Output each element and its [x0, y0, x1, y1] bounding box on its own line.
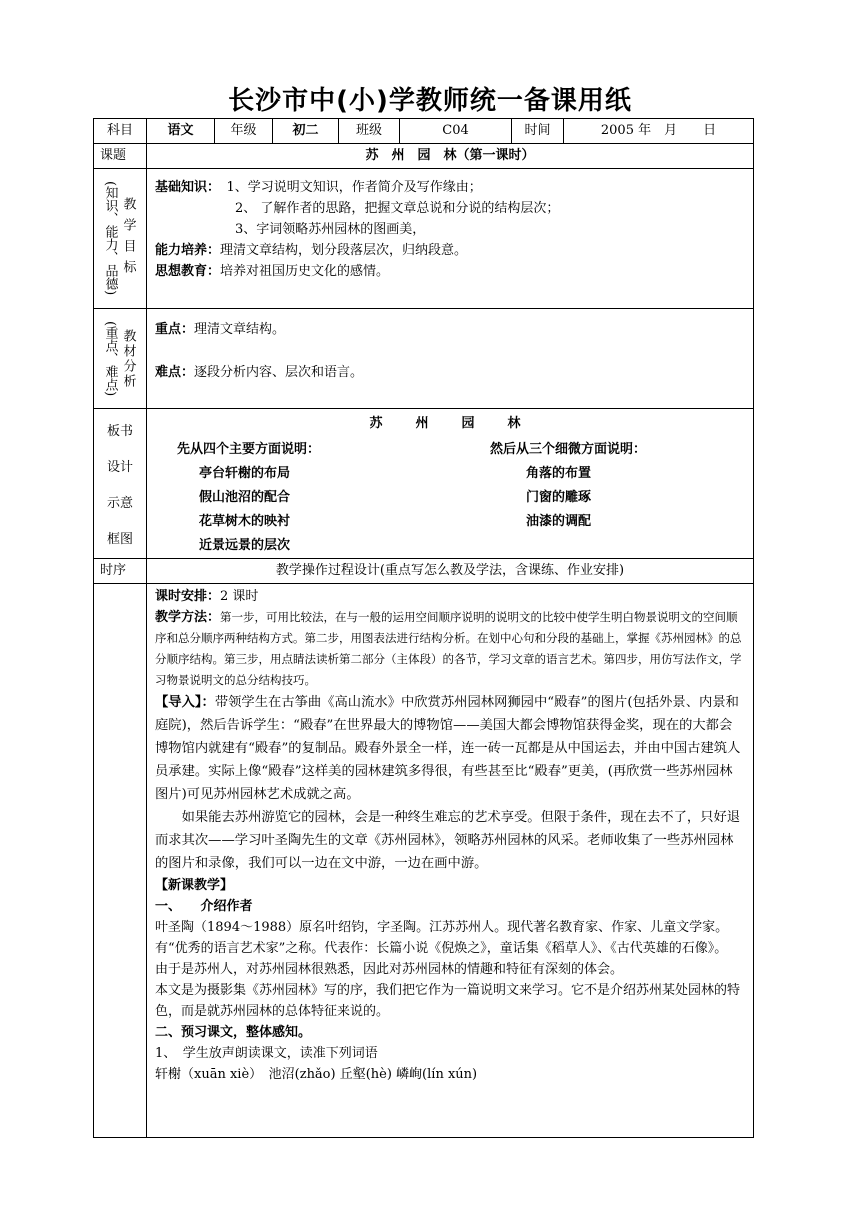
process-heading: 教学操作过程设计(重点写怎么教及学法，含课练、作业安排): [147, 559, 754, 584]
difficulty-label: 难点：: [155, 365, 195, 380]
objectives-row: [94, 169, 754, 309]
method-label: 教学方法：: [155, 610, 221, 625]
difficulty-text: 逐段分析内容、层次和语言。: [194, 365, 364, 380]
section-1-title: 一、 介绍作者: [155, 899, 253, 914]
process-label: 时序: [94, 559, 147, 584]
intro-label: 【导入】：: [155, 695, 215, 710]
board-left-head: 先从四个主要方面说明：: [177, 442, 321, 457]
board-label-line-2: 示意: [106, 495, 133, 511]
header-row: [94, 119, 754, 144]
board-label-line-1: 设计: [106, 459, 133, 475]
board-title: 苏 州 园 林: [369, 416, 531, 431]
board-left-item: 亭台轩榭的布局: [199, 466, 291, 481]
topic-value: 苏 州 园 林（第一课时）: [147, 144, 754, 169]
board-label-line-3: 框图: [106, 531, 133, 547]
hours-label: 课时安排：: [155, 589, 221, 604]
class-label: 班级: [339, 119, 400, 144]
board-right-head: 然后从三个细微方面说明：: [490, 442, 647, 457]
section-2-title: 二、预习课文，整体感知。: [155, 1025, 312, 1040]
section-1-paragraph-1: 叶圣陶（1894～1988）原名叶绍钧，字圣陶。江苏苏州人。现代著名教育家、作家、儿童文学家。有“优秀的语言艺术家”之称。代表作：长篇小说《倪焕之》，童话集《稻草人》、《古代英雄的石像》。: [155, 920, 729, 956]
topic-row: [94, 144, 754, 169]
section-2-item-1: 1、 学生放声朗读课文，读准下列词语: [155, 1046, 378, 1061]
objective-key-0: 基础知识：: [155, 180, 214, 195]
board-right-item: 门窗的雕琢: [526, 490, 592, 505]
process-time-cell: [94, 584, 147, 1138]
time-value: 2005 年 月 日: [564, 119, 754, 144]
lesson-plan-table: [93, 118, 754, 1138]
board-left-item: 近景远景的层次: [199, 538, 291, 553]
hours-value: 2 课时: [220, 589, 259, 604]
section-1-paragraph-3: 本文是为摄影集《苏州园林》写的序，我们把它作为一篇说明文来学习。它不是介绍苏州某处园林的特色，而是就苏州园林的总体特征来说的。: [155, 983, 741, 1019]
board-content: [147, 409, 754, 559]
objectives-content: [147, 169, 754, 309]
class-value: C04: [400, 119, 512, 144]
board-left-column: [147, 438, 450, 558]
objective-text-3: 理清文章结构，划分段落层次，归纳段意。: [220, 243, 468, 258]
analysis-row: [94, 309, 754, 409]
time-label: 时间: [512, 119, 564, 144]
topic-label: 课题: [94, 144, 147, 169]
analysis-label-main: 教材分析: [120, 328, 136, 389]
process-body-row: [94, 584, 754, 1138]
process-heading-row: [94, 559, 754, 584]
objective-text-0: 1、学习说明文知识，作者简介及写作缘由；: [226, 180, 482, 195]
intro-paragraph-2: 如果能去苏州游览它的园林，会是一种终生难忘的艺术享受。但限于条件，现在去不了，只好退而求其次——学习叶圣陶先生的文章《苏州园林》，领略苏州园林的风采。老师收集了一些苏州园林的图片和录像，我们可以一边在文中游，一边在画中游。: [155, 810, 741, 871]
section-2-words: 轩榭（xuān xiè） 池沼(zhǎo) 丘壑(hè) 嶙峋(lín xún): [155, 1067, 478, 1082]
process-content: [147, 584, 754, 1138]
intro-text: 带领学生在古筝曲《高山流水》中欣赏苏州园林网狮园中“殿春”的图片(包括外景、内景和庭院)，然后告诉学生：“殿春”在世界最大的博物馆——美国大都会博物馆获得金奖，现在的大都会博物馆内就建有“殿春”的复制品。殿春外景全一样，连一砖一瓦都是从中国运去，并由中国古建筑人员承建。实际上像“殿春”这样美的园林建筑多得很，有些甚至比“殿春”更美，(再欣赏一些苏州园林图片)可见苏州园林艺术成就之高。: [155, 695, 741, 802]
objectives-label: [94, 169, 147, 309]
board-row: [94, 409, 754, 559]
grade-value: 初二: [273, 119, 339, 144]
new-lesson-heading: 【新课教学】: [155, 878, 234, 893]
board-left-item: 花草树木的映衬: [199, 514, 291, 529]
key-point-label: 重点：: [155, 322, 195, 337]
board-right-item: 油漆的调配: [526, 514, 592, 529]
key-point-text: 理清文章结构。: [194, 322, 286, 337]
objective-text-4: 培养对祖国历史文化的感情。: [220, 264, 390, 279]
board-left-item: 假山池沼的配合: [199, 490, 291, 505]
section-1-paragraph-2: 由于是苏州人，对苏州园林很熟悉，因此对苏州园林的情趣和特征有深刻的体会。: [155, 962, 624, 977]
objective-key-4: 思想教育：: [155, 264, 221, 279]
method-text: 第一步，可用比较法，在与一般的运用空间顺序说明的说明文的比较中使学生明白物景说明文的空间顺序和总分顺序两种结构方式。第二步，用图表法进行结构分析。在划中心句和分段的基础上，掌握《苏州园林》的总分顺序结构。第三步，用点睛法读析第二部分（主体段）的各节，学习文章的语言艺术。第四步，用仿写法作文，学习物景说明文的总分结构技巧。: [155, 610, 742, 687]
objective-text-1: 2、 了解作者的思路，把握文章总说和分说的结构层次；: [235, 201, 560, 216]
objectives-label-sub: (知识、能力、品德): [102, 181, 118, 296]
grade-label: 年级: [215, 119, 273, 144]
board-label: [94, 409, 147, 559]
board-right-column: [450, 438, 753, 558]
analysis-content: [147, 309, 754, 409]
objective-key-3: 能力培养：: [155, 243, 221, 258]
board-right-item: 角落的布置: [526, 466, 592, 481]
subject-value: 语文: [147, 119, 215, 144]
objectives-label-main: 教学目标: [120, 196, 136, 281]
page-title: 长沙市中(小)学教师统一备课用纸: [228, 86, 632, 116]
subject-label: 科目: [94, 119, 147, 144]
objective-text-2: 3、字词领略苏州园林的图画美，: [235, 222, 426, 237]
analysis-label: [94, 309, 147, 409]
board-label-line-0: 板书: [106, 423, 133, 439]
analysis-label-sub: (重点、难点): [102, 320, 118, 397]
